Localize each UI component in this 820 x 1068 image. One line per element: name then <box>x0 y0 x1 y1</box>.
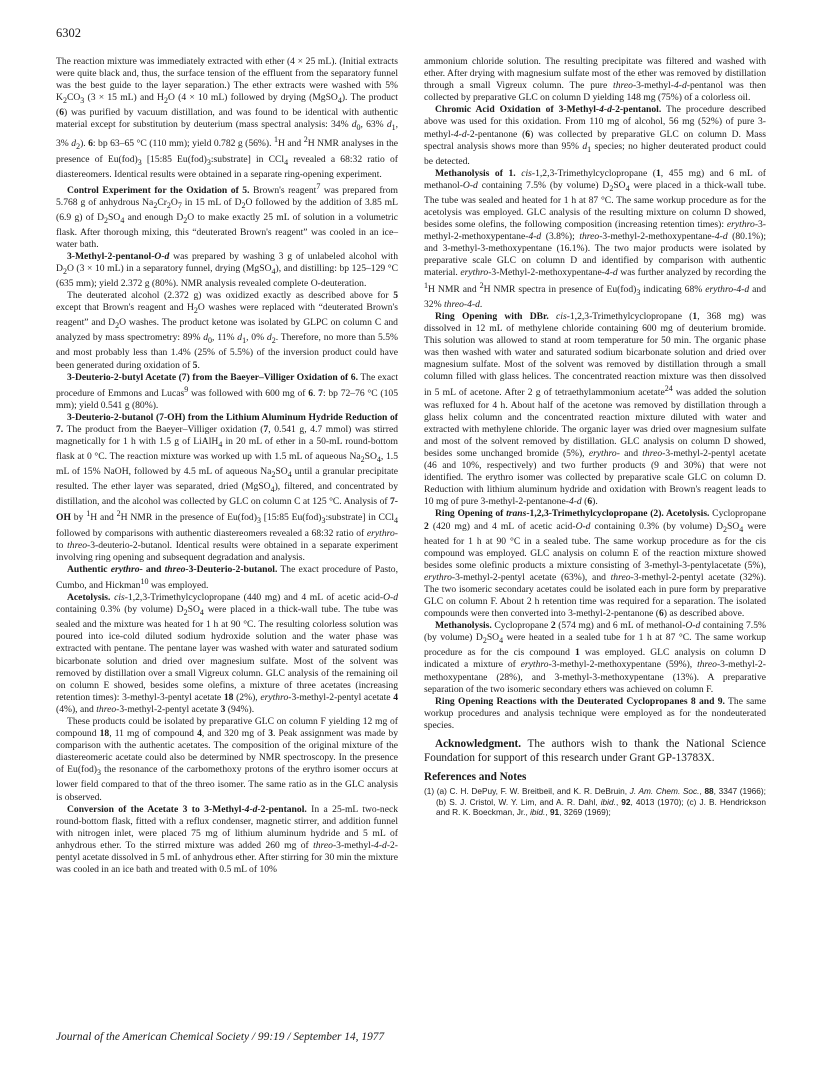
references-list <box>424 786 766 818</box>
right-column-paragraph: Chromic Acid Oxidation of 3-Methyl-4-d-2-pentanol. The procedure described above was used for this oxidation. From 110 mg of alcohol, 56 mg (52%) of pure 3-methyl-4-d-2-pentanone (6) was collected by preparative GLC on column D. Mass spectral analysis shows more than 95% $d_1$ species; no higher deuterated product could be detected. <box>424 104 767 167</box>
left-column-paragraph: 3-Deuterio-2-butanol (7-OH) from the Lithium Aluminum Hydride Reduction of 7. The product from the Baeyer–Villiger oxidation (7, 0.541 g, 4.7 mmol) was stirred magnetically for 1 h with 1.5 g of LiAlH$_4$ in 20 mL of ether in a 50-mL round-bottom flask at 0 °C. The reaction mixture was worked up with 1.5 mL of aqueous $Na_2SO_4$, 1.5 mL of 15% NaOH, followed by 4.5 mL of aqueous $Na_2SO_4$ until a granular precipitate resulted. The ether layer was separated, dried (MgSO$_4$), filtered, and concentrated by distillation, and the alcohol was collected by GLC on column C at 125 °C. Analysis of 7-OH by $^1$H and $^2$H NMR in the presence of $Eu(fod)_3$ [15:85 $Eu(fod)_3:substrate$] in CCl$_4$ followed by comparisons with authentic diastereomers revealed a 68:32 ratio of erythro- to threo-3-deuterio-2-butanol. Identical results were obtained in a separate experiment involving ring opening and subsequent degradation and analysis. <box>56 412 399 563</box>
left-column <box>56 56 398 876</box>
left-column-paragraph: Control Experiment for the Oxidation of 5. Brown's reagent$^7$ was prepared from 5.768 g of anhydrous $Na_2Cr_2O_7$ in 15 mL of $D_2O$ followed by the addition of 3.85 mL (6.9 g) of $D_2SO_4$ and enough $D_2O$ to make exactly 25 mL of solution in a volumetric flask. After thorough mixing, this “deuterated Brown's reagent” was cooled in an ice–water bath. <box>56 181 399 251</box>
left-column-paragraph: The deuterated alcohol (2.372 g) was oxidized exactly as described above for 5 except that Brown's reagent and $H_2O$ washes were replaced with “deuterated Brown's reagent” and $D_2O$ washes. The product ketone was isolated by GLPC on column C and analyzed by mass spectrometry: 89% $d_0$, 11% $d_1$, 0% $d_2$. Therefore, no more than 5.5% and most probably less than 1.4% (25% of 5.5%) of the inversion product could have been generated during oxidation of 5. <box>56 290 399 371</box>
right-column-paragraph: ammonium chloride solution. The resulting precipitate was filtered and washed with ether. After drying with magnesium sulfate most of the ether was removed by distillation through a small Vigreux column. The pure threo-3-methyl-4-d-pentanol was then collected by preparative GLC on column D yielding 148 mg (75%) of a colorless oil. <box>424 56 767 104</box>
left-column-paragraph: The reaction mixture was immediately extracted with ether (4 × 25 mL). (Initial extracts were quite black and, thus, the surface tension of the effluent from the separatory funnel was the best guide to the layer separation.) The ether extracts were washed with 5% $K_2CO_3$ (3 × 15 mL) and $H_2O$ (4 × 10 mL) followed by drying (MgSO$_4$). The product (6) was purified by vacuum distillation, and was found to be identical with authentic material except for substitution by deuterium (mass spectral analysis: 34% $d_0$, 63% $d_1$, 3% $d_2$). 6: bp 63–65 °C (110 mm); yield 0.782 g (56%). $^1$H and $^2$H NMR analyses in the presence of $Eu(fod)_3$ [15:85 $Eu(fod)_3:substrate$] in CCl$_4$ revealed a 68:32 ratio of diastereomers. Identical results were obtained in a separate ring-opening experiment. <box>56 56 399 180</box>
left-column-paragraph: Acetolysis. cis-1,2,3-Trimethylcyclopropane (440 mg) and 4 mL of acetic acid-O-d containing 0.3% (by volume) $D_2SO_4$ were placed in a thick-wall tube. The tube was sealed and the mixture was heated for 1 h at 90 °C. The resulting colorless solution was poured into ice-cold diluted sodium hydroxide solution and the water phase was extracted with pentane. The pentane layer was washed with water and saturated sodium bicarbonate solution and dried over magnesium sulfate. Most of the solvent was removed by distillation over a small Vigreux column. GLC analysis of the remaining oil on column E showed, besides some olefins, a mixture of three acetates (increasing retention times): 3-methyl-3-pentyl acetate 18 (2%), erythro-3-methyl-2-pentyl acetate 4 (4%), and threo-3-methyl-2-pentyl acetate 3 (94%). <box>56 592 399 715</box>
left-column-paragraph: These products could be isolated by preparative GLC on column F yielding 12 mg of compound 18, 11 mg of compound 4, and 320 mg of 3. Peak assignment was made by comparison with the authentic acetates. The composition of the original mixture of the diastereomeric acetate could also be determined by NMR spectroscopy. In the presence of $Eu(fod)_3$ the resonance of the carbomethoxy protons of the erythro isomer occurs at lower field compared to that of the threo isomer. The same ratio as in the GLC analysis is observed. <box>56 716 399 803</box>
acknowledgment: Acknowledgment. The authors wish to thank the National Science Foundation for support of this research under Grant GP-13783X. <box>424 737 766 764</box>
left-column-paragraph: Authentic erythro- and threo-3-Deuterio-2-butanol. The exact procedure of Pasto, Cumbo, and Hickman$^{10}$ was employed. <box>56 563 398 592</box>
references-title: References and Notes <box>424 771 527 784</box>
right-column-paragraph: Methanolysis. Cyclopropane 2 (574 mg) and 6 mL of methanol-O-d containing 7.5% (by volume) $D_2SO_4$ were heated in a sealed tube for 1 h at 87 °C. The same workup procedure as for the cis compound 1 was employed. GLC analysis on column D indicated a mixture of erythro-3-methyl-2-methoxypentane (59%), threo-3-methyl-2-methoxypentane (28%), and 3-methyl-3-methoxypentane (13%). A preparative separation of the two isomeric secondary ethers was achieved on column F. <box>424 620 766 695</box>
right-column-body <box>424 56 766 732</box>
page-number: 6302 <box>56 26 81 40</box>
left-column-paragraph: 3-Methyl-2-pentanol-O-d was prepared by washing 3 g of unlabeled alcohol with $D_2O$ (3 × 10 mL) in a separatory funnel, drying (MgSO$_4$), and distilling: bp 125–129 °C (635 mm); yield 2.372 g (80%). NMR analysis revealed complete O-deuteration. <box>56 251 398 290</box>
right-column-paragraph: Ring Opening of trans-1,2,3-Trimethylcyclopropane (2). Acetolysis. Cyclopropane 2 (420 mg) and 4 mL of acetic acid-O-d containing 0.3% (by volume) $D_2SO_4$ were heated for 1 h at 90 °C in a sealed tube. The same workup procedure as for the cis compound was employed. GLC analysis on column E of the reaction mixture showed besides some olefinic products a mixture consisting of 3-methyl-3-pentylacetate (5%), erythro-3-methyl-2-pentyl acetate (63%), and threo-3-methyl-2-pentyl acetate (32%). The two isomeric secondary acetates could be isolated each in pure form by preparative GLC on column F. About 2 h retention time was required for a separation. The isolated compounds were then converted into 3-methyl-2-pentanone (6) as described above. <box>424 508 766 620</box>
left-column-paragraph: Conversion of the Acetate 3 to 3-Methyl-4-d-2-pentanol. In a 25-mL two-neck round-bottom flask, fitted with a reflux condenser, magnetic stirrer, and addition funnel with nitrogen inlet, were placed 75 mg of lithium aluminum hydride and 5 mL of anhydrous ether. To the stirred mixture was added 260 mg of threo-3-methyl-4-d-2-pentyl acetate dissolved in 5 mL of anhydrous ether. After stirring for 30 min the mixture was cooled in an ice bath and treated with 0.5 mL of 10% <box>56 803 399 876</box>
left-column-paragraph: 3-Deuterio-2-butyl Acetate (7) from the Baeyer–Villiger Oxidation of 6. The exact procedure of Emmons and Lucas$^9$ was followed with 600 mg of 6. 7: bp 72–76 °C (105 mm); yield 0.541 g (80%). <box>56 371 398 411</box>
right-column-paragraph: Ring Opening with DBr. cis-1,2,3-Trimethylcyclopropane (1, 368 mg) was dissolved in 12 mL of methylene chloride containing 600 mg of deuterium bromide. This solution was allowed to stand at room temperature for 50 min. The organic phase was then washed with water and saturated sodium bicarbonate solution and dried over magnesium sulfate. Most of the solvent was removed by distillation through a small column filled with glass helices. The concentrated reaction mixture was then dissolved in 5 mL of acetone. After 2 g of tetraethylammonium acetate$^{24}$ was added the solution was refluxed for 4 h. About half of the acetone was removed by distillation through a glass helix column and the concentrated reaction mixture diluted with water and extracted with methylene chloride. The organic layer was dried over magnesium sulfate and most of the solvent removed by distillation. GLC analysis on column D showed, besides some unchanged bromide (5%), erythro- and threo-3-methyl-2-pentyl acetate (46 and 10%, respectively) and two further products (9 and 30%) that were not identified. The erythro isomer was collected by preparative scale GLC on column D. Reduction with lithium aluminum hydride and oxidation with Brown's reagent leads to 10 mg of pure 3-methyl-2-pentanone-4-d (6). <box>424 310 767 508</box>
right-column-paragraph: Ring Opening Reactions with the Deuterated Cyclopropanes 8 and 9. The same workup procedures and analysis technique were employed as for the nondeuterated species. <box>424 695 766 731</box>
right-column-paragraph: Methanolysis of 1. cis-1,2,3-Trimethylcyclopropane (1, 455 mg) and 6 mL of methanol-O-d containing 7.5% (by volume) $D_2SO_4$ were placed in a thick-wall tube. The tube was sealed and heated for 1 h at 87 °C. The same workup procedure as for the acetolysis was employed. GLC analysis of the resulting mixture on column D showed, besides some olefins, the following composition (increasing retention times): erythro-3-methyl-2-methoxypentane-4-d (3.8%); threo-3-methyl-2-methoxypentane-4-d (80.1%); and 3-methyl-3-methoxypentane (16.1%). The two major products were isolated by preparative scale GLC on column D and identified by comparison with authentic material. erythro-3-Methyl-2-methoxypentane-4-d was further analyzed by recording the $^1$H NMR and $^2$H NMR spectra in presence of $Eu(fod)_3$ indicating 68% erythro-4-d and 32% threo-4-d. <box>424 167 766 310</box>
reference-item: (1) (a) C. H. DePuy, F. W. Breitbeil, and K. R. DeBruin, J. Am. Chem. Soc., 88, 3347 (1966); (b) S. J. Cristol, W. Y. Lim, and A. R. Dahl, ibid., 92, 4013 (1970); (c) J. B. Hendrickson and R. K. Boeckman, Jr., ibid., 91, 3269 (1969); <box>424 786 766 818</box>
journal-footer: Journal of the American Chemical Society / 99:19 / September 14, 1977 <box>56 1031 385 1043</box>
right-column <box>424 56 766 818</box>
